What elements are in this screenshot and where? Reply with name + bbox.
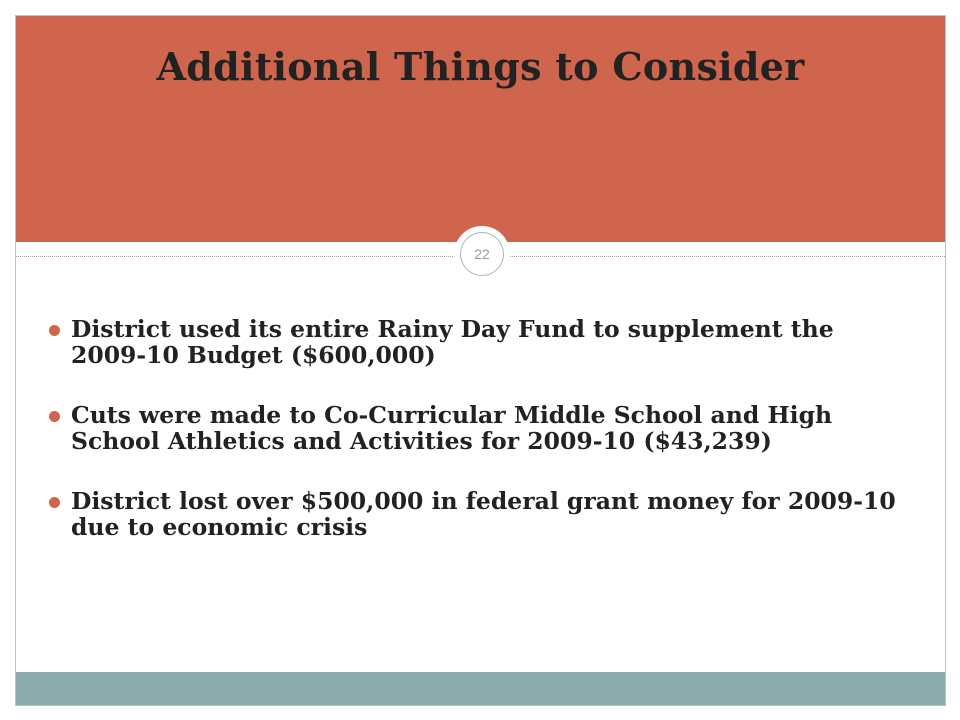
page-number: 22: [460, 232, 504, 276]
bullet-list: [71, 316, 911, 574]
slide: [15, 15, 946, 706]
bullet-dot-icon: [49, 497, 60, 508]
bullet-dot-icon: [49, 325, 60, 336]
bullet-text: District used its entire Rainy Day Fund to supplement the 2009-10 Budget ($600,000): [71, 315, 834, 369]
bullet-item: [71, 316, 911, 368]
bullet-item: [71, 402, 911, 454]
slide-title: Additional Things to Consider: [156, 44, 805, 89]
bullet-text: Cuts were made to Co-Curricular Middle School and High School Athletics and Activities for 2009-10 ($43,239): [71, 401, 833, 455]
bullet-dot-icon: [49, 411, 60, 422]
bullet-item: [71, 488, 911, 540]
footer-band: [16, 672, 945, 705]
bullet-text: District lost over $500,000 in federal grant money for 2009-10 due to economic crisis: [71, 487, 896, 541]
